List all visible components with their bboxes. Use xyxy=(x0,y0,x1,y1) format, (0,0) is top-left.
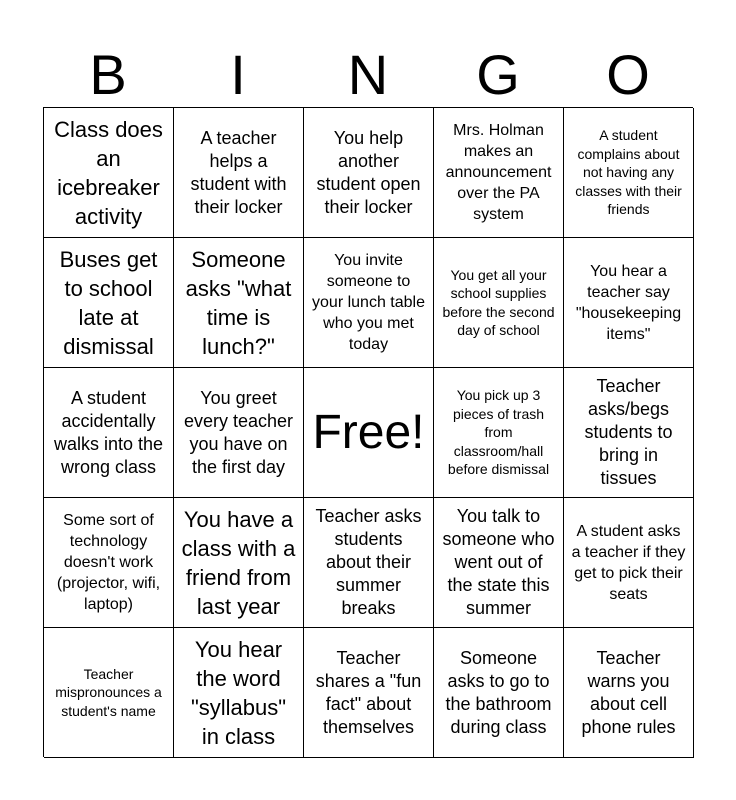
bingo-cell[interactable] xyxy=(434,368,564,498)
bingo-cell[interactable] xyxy=(174,238,304,368)
bingo-cell[interactable] xyxy=(564,628,694,758)
cell-text: You hear the word "syllabus" in class xyxy=(190,636,287,749)
bingo-cell[interactable] xyxy=(434,628,564,758)
cell-text: Teacher warns you about cell phone rules xyxy=(581,647,676,737)
cell-text: Class does an icebreaker activity xyxy=(54,116,163,229)
bingo-cell[interactable] xyxy=(174,498,304,628)
bingo-cell[interactable] xyxy=(44,498,174,628)
free-space-cell[interactable] xyxy=(304,368,434,498)
cell-text: You talk to someone who went out of the state this summer xyxy=(442,506,555,618)
bingo-cell[interactable] xyxy=(44,238,174,368)
cell-text: A student accidentally walks into the wrong class xyxy=(53,387,164,477)
bingo-cell[interactable] xyxy=(44,628,174,758)
cell-text: Teacher shares a "fun fact" about themselves xyxy=(315,647,422,737)
cell-text: You help another student open their locker xyxy=(316,127,421,217)
cell-text: Some sort of technology doesn't work (projector, wifi, laptop) xyxy=(56,512,161,613)
cell-text: Mrs. Holman makes an announcement over the PA system xyxy=(445,122,552,223)
cell-text: Someone asks "what time is lunch?" xyxy=(185,246,292,359)
cell-text: Buses get to school late at dismissal xyxy=(59,246,158,359)
cell-text: You pick up 3 pieces of trash from classroom/hall before dismissal xyxy=(447,387,550,478)
bingo-cell[interactable] xyxy=(304,628,434,758)
bingo-header xyxy=(43,44,693,106)
cell-text: A student asks a teacher if they get to pick their seats xyxy=(571,522,686,603)
bingo-cell[interactable] xyxy=(44,108,174,238)
bingo-card-grid xyxy=(43,107,693,757)
cell-text: You invite someone to your lunch table who you met today xyxy=(312,252,425,353)
bingo-cell[interactable] xyxy=(174,628,304,758)
cell-text: Teacher mispronounces a student's name xyxy=(55,665,162,719)
bingo-cell[interactable] xyxy=(304,108,434,238)
cell-text: Teacher asks/begs students to bring in tissues xyxy=(584,376,673,488)
header-letter-i: I xyxy=(230,43,246,106)
cell-text: Someone asks to go to the bathroom during class xyxy=(445,647,552,737)
header-letter-n: N xyxy=(347,43,389,106)
bingo-cell[interactable] xyxy=(434,108,564,238)
cell-text: A student complains about not having any classes with their friends xyxy=(575,127,682,218)
free-space-text: Free! xyxy=(312,405,425,459)
bingo-cell[interactable] xyxy=(304,498,434,628)
cell-text: You get all your school supplies before the second day of school xyxy=(442,266,555,338)
bingo-cell[interactable] xyxy=(174,108,304,238)
cell-text: You greet every teacher you have on the first day xyxy=(183,387,294,477)
header-letter-o: O xyxy=(606,43,650,106)
bingo-cell[interactable] xyxy=(174,368,304,498)
bingo-cell[interactable] xyxy=(44,368,174,498)
cell-text: Teacher asks students about their summer breaks xyxy=(315,506,422,618)
cell-text: You hear a teacher say "housekeeping items" xyxy=(575,262,682,343)
cell-text: You have a class with a friend from last year xyxy=(181,506,296,619)
bingo-cell[interactable] xyxy=(304,238,434,368)
bingo-cell[interactable] xyxy=(564,108,694,238)
cell-text: A teacher helps a student with their locker xyxy=(190,127,287,217)
bingo-cell[interactable] xyxy=(434,238,564,368)
bingo-cell[interactable] xyxy=(564,238,694,368)
header-letter-b: B xyxy=(89,43,127,106)
bingo-cell[interactable] xyxy=(434,498,564,628)
bingo-cell[interactable] xyxy=(564,368,694,498)
bingo-cell[interactable] xyxy=(564,498,694,628)
header-letter-g: G xyxy=(476,43,520,106)
